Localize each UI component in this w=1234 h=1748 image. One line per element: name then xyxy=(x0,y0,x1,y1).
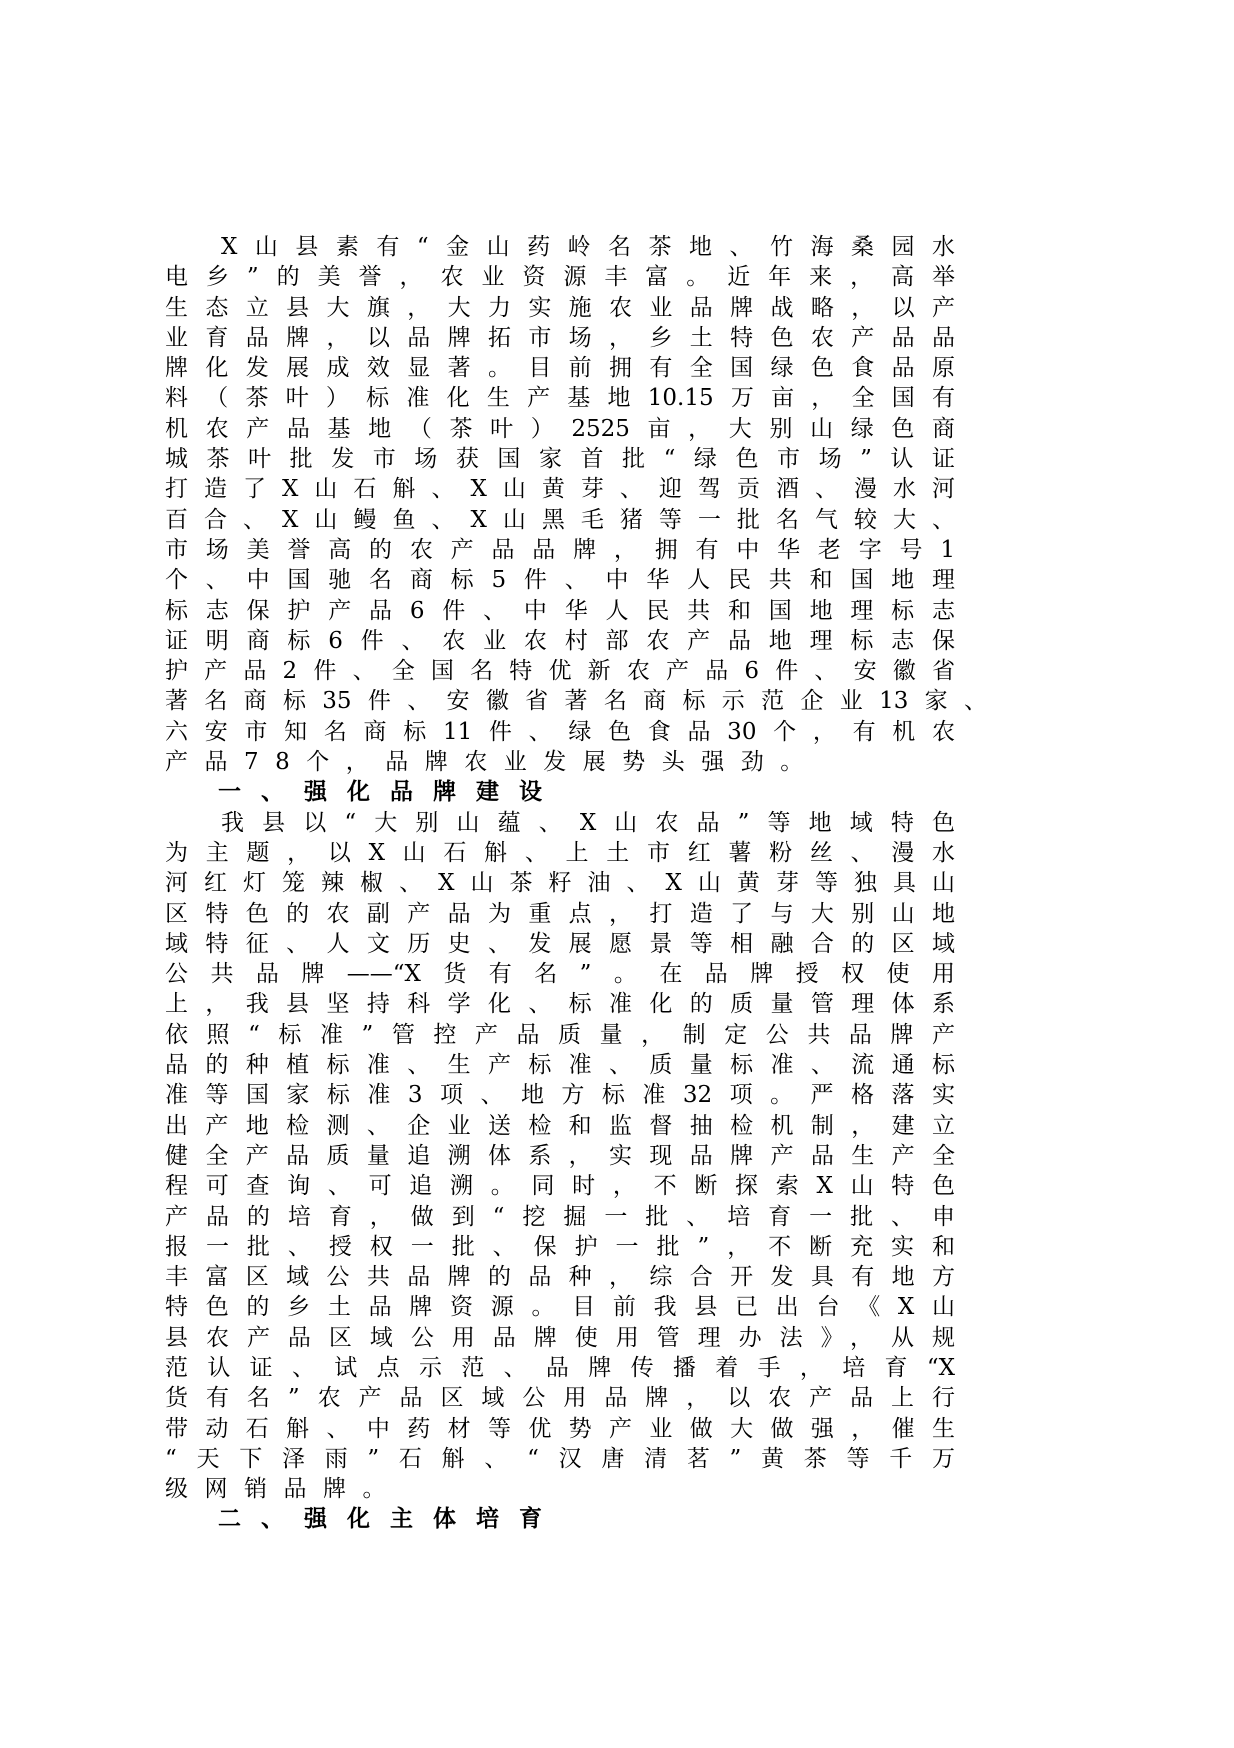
text-line: 带动石斛、中药材等优势产业做大做强，催生 xyxy=(165,1415,955,1442)
text-line: 丰富区域公共品牌的品种，综合开发具有地方 xyxy=(165,1264,955,1291)
text-line: 城茶叶批发市场获国家首批“绿色市场”认证 xyxy=(165,446,955,473)
text-line: “天下泽雨”石斛、“汉唐清茗”黄茶等千万 xyxy=(165,1445,955,1472)
document-body xyxy=(165,232,987,1535)
text-line: 标志保护产品6件、中华人民共和国地理标志 xyxy=(165,597,955,624)
text-line: 料（茶叶）标准化生产基地10.15万亩，全国有 xyxy=(165,385,955,412)
text-line: 河红灯笼辣椒、X山茶籽油、X山黄芽等独具山 xyxy=(165,870,955,897)
text-line: 生态立县大旗，大力实施农业品牌战略，以产 xyxy=(165,294,955,321)
text-line: 业育品牌，以品牌拓市场，乡土特色农产品品 xyxy=(165,324,955,351)
text-line: 护产品2件、全国名特优新农产品6件、安徽省 xyxy=(165,658,955,685)
text-line: 特色的乡土品牌资源。目前我县已出台《X山 xyxy=(165,1294,955,1321)
section-heading: 一、强化品牌建设 xyxy=(218,779,562,806)
text-line: 级网销品牌。 xyxy=(165,1476,402,1503)
text-line: 健全产品质量追溯体系，实现品牌产品生产全 xyxy=(165,1142,955,1169)
text-line: 百合、X山鳗鱼、X山黑毛猪等一批名气较大、 xyxy=(165,506,955,533)
text-line: 依照“标准”管控产品质量，制定公共品牌产 xyxy=(165,1021,955,1048)
text-line: 产品的培育，做到“挖掘一批、培育一批、申 xyxy=(165,1203,955,1230)
text-line: 电乡”的美誉，农业资源丰富。近年来，高举 xyxy=(165,264,955,291)
text-line: 公共品牌——“X货有名”。在品牌授权使用 xyxy=(165,961,955,988)
text-line: 我县以“大别山蕴、X山农品”等地域特色 xyxy=(221,809,955,836)
text-line: 出产地检测、企业送检和监督抽检机制，建立 xyxy=(165,1112,955,1139)
text-line: 六安市知名商标11件、绿色食品30个，有机农 xyxy=(165,718,955,745)
text-line: 产品78个，品牌农业发展势头强劲。 xyxy=(165,749,820,776)
text-line: X山县素有“金山药岭名茶地、竹海桑园水 xyxy=(221,234,955,260)
text-line: 县农产品区域公用品牌使用管理办法》，从规 xyxy=(165,1324,955,1351)
text-line: 著名商标35件、安徽省著名商标示范企业13家、 xyxy=(165,688,987,715)
text-line: 品的种植标准、生产标准、质量标准、流通标 xyxy=(165,1052,955,1079)
text-line: 程可查询、可追溯。同时，不断探索X山特色 xyxy=(165,1173,955,1200)
text-line: 个、中国驰名商标5件、中华人民共和国地理 xyxy=(165,567,955,594)
text-line: 打造了X山石斛、X山黄芽、迎驾贡酒、漫水河 xyxy=(165,476,955,503)
text-line: 上，我县坚持科学化、标准化的质量管理体系 xyxy=(165,991,955,1018)
text-line: 区特色的农副产品为重点，打造了与大别山地 xyxy=(165,900,955,927)
text-line: 货有名”农产品区域公用品牌，以农产品上行 xyxy=(165,1385,955,1412)
text-line: 市场美誉高的农产品品牌，拥有中华老字号1 xyxy=(165,536,955,563)
text-line: 牌化发展成效显著。目前拥有全国绿色食品原 xyxy=(165,355,955,382)
text-line: 证明商标6件、农业农村部农产品地理标志保 xyxy=(165,627,955,654)
intro-paragraph xyxy=(165,232,987,777)
text-line: 准等国家标准3项、地方标准32项。严格落实 xyxy=(165,1082,955,1109)
text-line: 为主题，以X山石斛、上土市红薯粉丝、漫水 xyxy=(165,839,955,866)
section-1-paragraph xyxy=(165,808,955,1505)
section-heading: 二、强化主体培育 xyxy=(218,1506,562,1533)
text-line: 域特征、人文历史、发展愿景等相融合的区域 xyxy=(165,930,955,957)
text-line: 范认证、试点示范、品牌传播着手，培育“X xyxy=(165,1354,955,1381)
text-line: 报一批、授权一批、保护一批”，不断充实和 xyxy=(165,1233,955,1260)
text-line: 机农产品基地（茶叶）2525亩，大别山绿色商 xyxy=(165,415,955,442)
